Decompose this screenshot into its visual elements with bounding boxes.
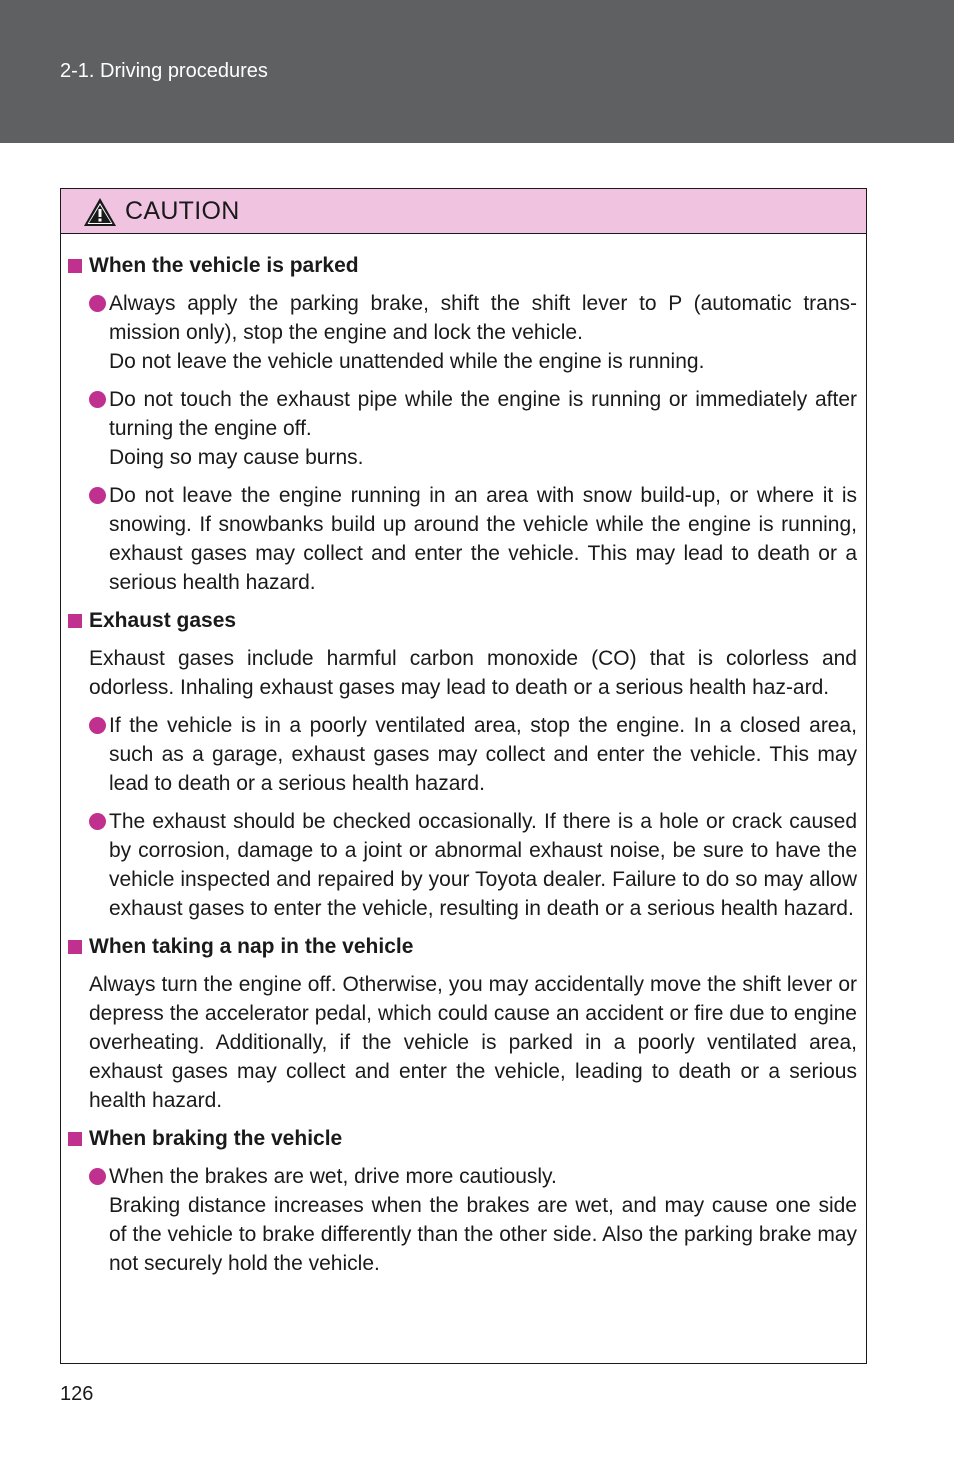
list-item <box>89 385 857 472</box>
bullet-line: Do not touch the exhaust pipe while the engine is running or immediately after turning the engine off. <box>109 388 857 440</box>
section-heading-text: When the vehicle is parked <box>89 254 359 277</box>
section-heading <box>68 606 857 635</box>
bullet-line: Do not leave the engine running in an area with snow build-up, or where it is snowing. If snowbanks build up around the vehicle while the engine is running, exhaust gases may collect and enter the vehicle. This may lead to death or a serious health hazard. <box>109 484 857 594</box>
bullet-line: Braking distance increases when the brakes are wet, and may cause one side of the vehicle to brake differently than the other side. Also the parking brake may not securely hold the vehicle. <box>109 1194 857 1275</box>
bullet-line: Doing so may cause burns. <box>109 446 364 469</box>
section-label: 2-1. Driving procedures <box>60 60 268 82</box>
square-bullet-icon <box>68 614 82 628</box>
warning-triangle-icon <box>83 197 117 227</box>
bullet-line: If the vehicle is in a poorly ventilated area, stop the engine. In a closed area, such as a garage, exhaust gases may collect and enter the vehicle. This may lead to death or a serious health hazard. <box>109 714 857 795</box>
section-heading-text: Exhaust gases <box>89 609 237 632</box>
square-bullet-icon <box>68 1132 82 1146</box>
section-paragraph: Always turn the engine off. Otherwise, you may accidentally move the shift lever or depress the accelerator pedal, which could cause an accident or fire due to engine overheating. Additionally, if the vehicle is parked in a poorly ventilated area, exhaust gases may collect and enter the vehicle, leading to death or a serious health hazard. <box>89 973 857 1112</box>
caution-body <box>61 234 866 1278</box>
bullet-line: When the brakes are wet, drive more cautiously. <box>109 1165 557 1188</box>
circle-bullet-icon <box>89 487 106 504</box>
circle-bullet-icon <box>89 813 106 830</box>
section-paragraph: Exhaust gases include harmful carbon monoxide (CO) that is colorless and odorless. Inhaling exhaust gases may lead to death or a serious health haz-ard. <box>89 647 857 699</box>
section-heading <box>68 932 857 961</box>
bullet-line: Always apply the parking brake, shift the shift lever to P (automatic trans-mission only), stop the engine and lock the vehicle. <box>109 292 857 344</box>
bullet-line: The exhaust should be checked occasionally. If there is a hole or crack caused by corrosion, damage to a joint or abnormal exhaust noise, be sure to have the vehicle inspected and repaired by your Toyota dealer. Failure to do so may allow exhaust gases to enter the vehicle, resulting in death or a serious health hazard. <box>109 810 857 920</box>
square-bullet-icon <box>68 940 82 954</box>
section-nap-in-vehicle <box>68 932 857 1115</box>
section-braking <box>68 1124 857 1278</box>
list-item <box>89 481 857 597</box>
section-heading <box>68 1124 857 1153</box>
circle-bullet-icon <box>89 295 106 312</box>
list-item <box>89 1162 857 1278</box>
section-vehicle-parked <box>68 251 857 597</box>
header-band <box>0 0 954 143</box>
circle-bullet-icon <box>89 717 106 734</box>
list-item <box>89 289 857 376</box>
page-number: 126 <box>60 1383 94 1405</box>
bullet-line: Do not leave the vehicle unattended while the engine is running. <box>109 350 705 373</box>
section-heading <box>68 251 857 280</box>
circle-bullet-icon <box>89 1168 106 1185</box>
caution-title: CAUTION <box>125 196 240 225</box>
section-heading-text: When taking a nap in the vehicle <box>89 935 414 958</box>
square-bullet-icon <box>68 259 82 273</box>
section-heading-text: When braking the vehicle <box>89 1127 343 1150</box>
caution-box <box>60 188 867 1364</box>
list-item <box>89 711 857 798</box>
circle-bullet-icon <box>89 391 106 408</box>
section-exhaust-gases <box>68 606 857 923</box>
caution-header <box>61 189 866 234</box>
list-item <box>89 807 857 923</box>
